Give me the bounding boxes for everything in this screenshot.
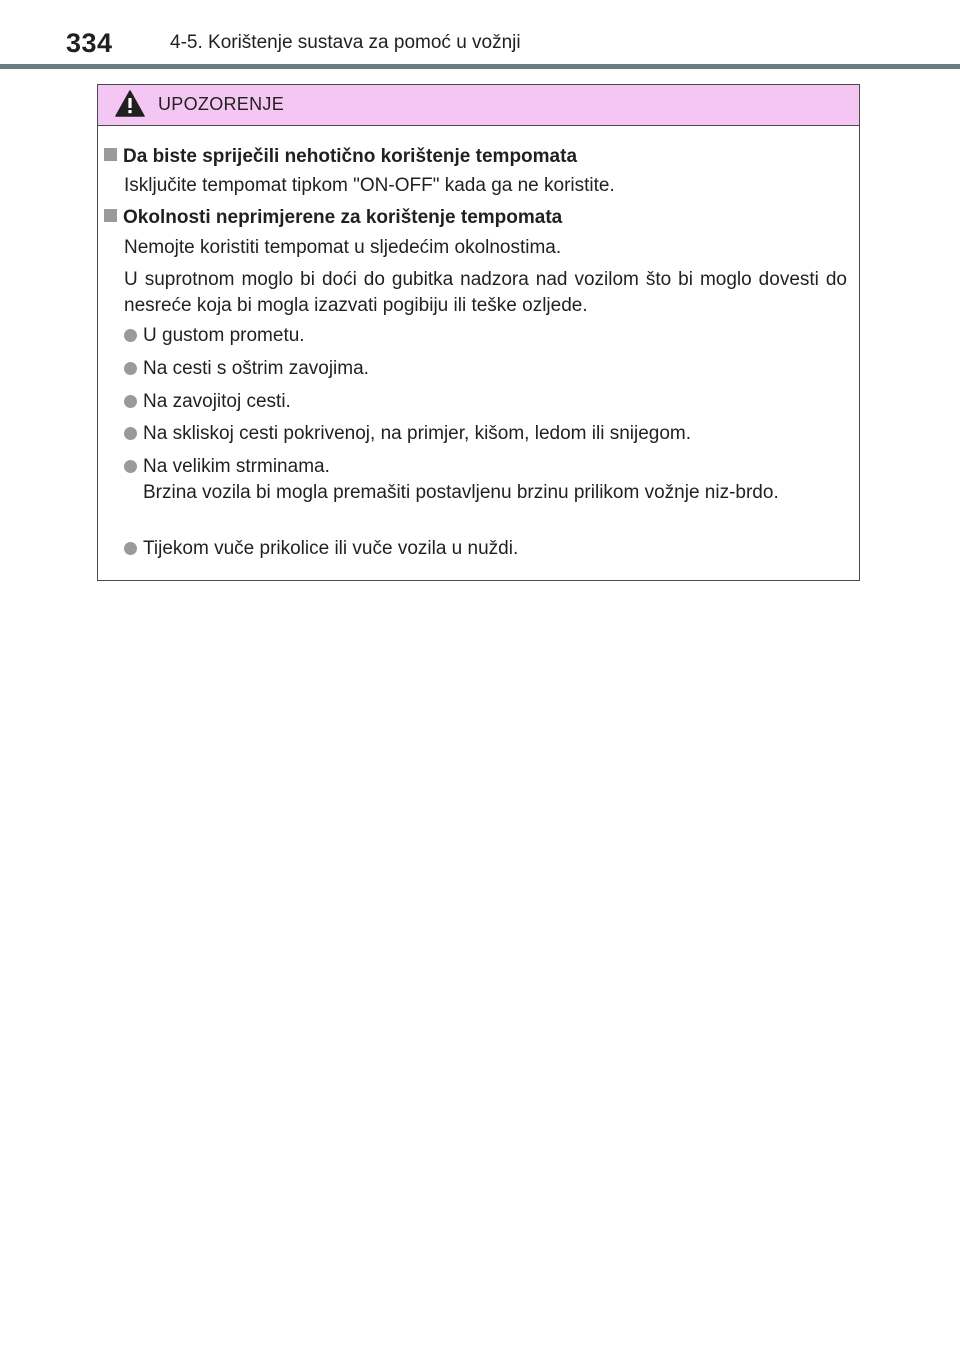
circle-bullet-icon	[124, 329, 137, 342]
square-bullet-icon	[104, 209, 117, 222]
section-text: Nemojte koristiti tempomat u sljedećim okolnostima.	[124, 237, 562, 258]
circle-bullet-icon	[124, 542, 137, 555]
warning-title: UPOZORENJE	[158, 94, 285, 114]
page-header	[0, 0, 960, 70]
circle-bullet-icon	[124, 395, 137, 408]
circle-bullet-icon	[124, 362, 137, 375]
warning-header	[98, 85, 859, 126]
section-heading: Okolnosti neprimjerene za korištenje tempomata	[104, 205, 562, 231]
square-bullet-icon	[104, 148, 117, 161]
section-text: Isključite tempomat tipkom "ON-OFF" kada ga ne koristite.	[124, 175, 615, 196]
circle-bullet-icon	[124, 427, 137, 440]
header-rule	[0, 64, 960, 69]
section-title: 4-5. Korištenje sustava za pomoć u vožnji	[170, 32, 521, 53]
circle-bullet-icon	[124, 460, 137, 473]
warning-box: UPOZORENJE Da biste spriječili nehotično korištenje tempomata Isključite tempomat tipkom "ON-OFF" kada ga ne koristite. Okolnosti neprimjerene za korištenje tempomata Nemojte koristiti tempomat u sljedećim okolnostima. U suprotnom moglo bi doći do gubitka nadzora nad vozilom što bi moglo dovesti do nesreće koja bi mogla izazvati pogibiju ili teške ozljede. U gustom prometu. Na cesti s oštrim zavojima. Na zavojitoj cesti. Na skliskoj cesti pokrivenoj, na primjer, kišom, ledom ili snijegom. Na velikim strminama. Brzina vozila bi mogla premašiti postavljenu brzinu prilikom vožnje niz-brdo. Tijekom vuče prikolice ili vuče vozila u nuždi.	[97, 84, 860, 581]
section-heading: Da biste spriječili nehotično korištenje tempomata	[104, 144, 577, 170]
warning-triangle-icon	[115, 90, 145, 117]
section-text: U suprotnom moglo bi doći do gubitka nadzora nad vozilom što bi moglo dovesti do nesreće koja bi mogla izazvati pogibiju ili teške ozljede.	[124, 269, 847, 316]
page-number: 334	[66, 28, 113, 58]
